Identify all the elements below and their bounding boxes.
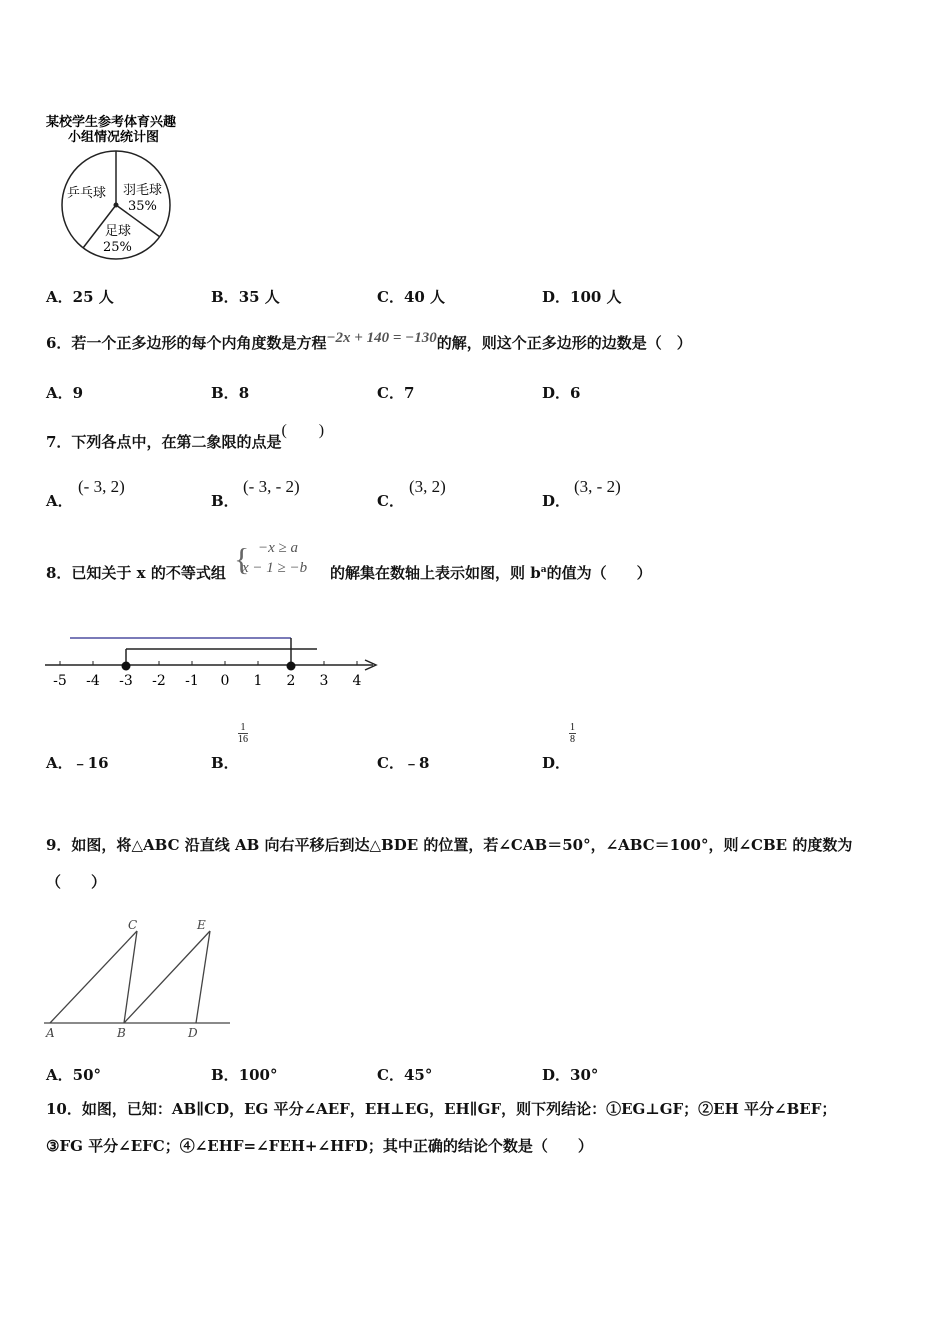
option-text: 7 <box>403 384 415 402</box>
pie-label-pingpong: 乒乓球 <box>67 186 107 201</box>
pie-center <box>114 203 119 208</box>
option-text: 45° <box>403 1066 433 1084</box>
axis-tick-label: 4 <box>352 673 362 689</box>
option-text: 6 <box>570 384 581 402</box>
option-letter: B． <box>211 288 239 306</box>
q7-option-b-value: (- 3, - 2) <box>243 477 300 496</box>
q8-option-d-fraction <box>569 722 576 745</box>
q8-stem-prefix: 8．已知关于 x 的不等式组 <box>46 564 226 582</box>
q7-option-b[interactable] <box>211 490 239 511</box>
segment-ed <box>196 931 210 1023</box>
pie-label-badminton: 羽毛球 <box>123 183 163 198</box>
q9-figure <box>40 915 240 1045</box>
q8-option-a[interactable] <box>46 752 109 773</box>
label-c: C <box>128 918 138 932</box>
option-text: 30° <box>570 1066 599 1084</box>
option-letter: B． <box>211 384 239 402</box>
q8-suffix2: 的值为（ ） <box>546 564 652 582</box>
q7-option-c[interactable] <box>377 490 404 511</box>
q8-option-b-fraction <box>238 722 248 745</box>
option-text: ﹣16 <box>72 754 109 772</box>
option-letter: B． <box>211 754 239 772</box>
q8-option-b[interactable] <box>211 752 239 773</box>
fraction-numerator: 1 <box>238 722 248 734</box>
q7-option-a[interactable] <box>46 490 73 511</box>
q8-option-c[interactable] <box>377 752 429 773</box>
fraction-denominator: 16 <box>238 734 248 745</box>
pie-title-line1: 某校学生参考体育兴趣 <box>46 115 177 130</box>
q7-option-c-value: (3, 2) <box>409 477 446 496</box>
q8-inequality-2: x − 1 ≥ −b <box>242 560 308 576</box>
q5-option-b[interactable] <box>211 286 280 307</box>
q10-stem-line2: ③FG 平分∠EFC；④∠EHF=∠FEH+∠HFD；其中正确的结论个数是（ ） <box>46 1137 593 1155</box>
q8-inequality-system <box>234 540 330 584</box>
q8-sup: a <box>540 565 547 575</box>
q9-option-a[interactable] <box>46 1064 101 1085</box>
option-letter: A． <box>46 754 73 772</box>
fraction-numerator: 1 <box>570 722 575 733</box>
q7-text: 7．下列各点中，在第二象限的点是 <box>46 433 282 451</box>
endpoint-right <box>287 662 296 671</box>
q7-stem <box>46 422 325 452</box>
segment-be <box>124 931 210 1023</box>
q10-stem-line1: 10．如图，已知：AB∥CD，EG 平分∠AEF，EH⊥EG，EH∥GF，则下列结论：①EG⊥GF；②EH 平分∠BEF； <box>46 1100 837 1118</box>
option-text: 100° <box>238 1066 278 1084</box>
option-text: 50° <box>72 1066 102 1084</box>
axis-tick-label: -3 <box>119 673 133 689</box>
option-letter: A． <box>46 288 73 306</box>
q9-figure-svg <box>40 915 240 1045</box>
q8-brace-icon: { <box>234 541 250 577</box>
option-text: 35 人 <box>238 288 280 306</box>
q6-option-d[interactable] <box>542 382 580 403</box>
option-letter: D． <box>542 1066 571 1084</box>
option-text: ﹣8 <box>403 754 430 772</box>
q6-prefix: 6．若一个正多边形的每个内角度数是方程 <box>46 334 327 352</box>
q9-option-d[interactable] <box>542 1064 598 1085</box>
pie-chart <box>40 110 210 285</box>
q8-option-d[interactable] <box>542 752 570 773</box>
q7-paren: ( ) <box>281 422 325 439</box>
q6-suffix: 的解，则这个正多边形的边数是（ ） <box>436 334 692 352</box>
option-text: 100 人 <box>570 288 622 306</box>
q9-option-b[interactable] <box>211 1064 278 1085</box>
q9-stem-line1: 9．如图，将△ABC 沿直线 AB 向右平移后到达△BDE 的位置，若∠CAB＝50°，∠ABC＝100°，则∠CBE 的度数为 <box>46 836 853 854</box>
q6-option-a[interactable] <box>46 382 83 403</box>
q6-equation: −2x + 140 = −130 <box>326 330 437 346</box>
axis-tick-label: -1 <box>185 673 199 689</box>
label-b: B <box>117 1026 126 1040</box>
number-line <box>40 630 385 692</box>
option-letter: C． <box>377 754 404 772</box>
axis-tick-label: 3 <box>319 673 329 689</box>
option-text: 8 <box>238 384 250 402</box>
axis-tick-label: -2 <box>152 673 166 689</box>
option-text: 40 人 <box>403 288 446 306</box>
option-letter: B． <box>211 1066 239 1084</box>
axis-tick-label: -5 <box>53 673 67 689</box>
option-letter: C． <box>377 492 404 510</box>
option-letter: D． <box>542 492 571 510</box>
option-letter: D． <box>542 288 571 306</box>
pie-percent-badminton: 35% <box>128 199 157 214</box>
q9-stem-line2: （ ） <box>46 873 107 891</box>
option-letter: A． <box>46 384 73 402</box>
axis-tick-label: 1 <box>253 673 263 689</box>
q8-stem-suffix <box>330 562 652 583</box>
segment-cb <box>124 931 137 1023</box>
option-letter: B． <box>211 492 239 510</box>
pie-chart-svg <box>40 110 210 285</box>
q7-option-a-value: (- 3, 2) <box>78 477 125 496</box>
axis-tick-label: 2 <box>286 673 296 689</box>
option-letter: A． <box>46 1066 73 1084</box>
segment-ac <box>50 931 137 1023</box>
option-letter: C． <box>377 288 404 306</box>
q9-option-c[interactable] <box>377 1064 432 1085</box>
q6-option-c[interactable] <box>377 382 414 403</box>
q7-option-d[interactable] <box>542 490 570 511</box>
q6-stem <box>46 332 692 353</box>
pie-title-line2: 小组情况统计图 <box>68 130 160 145</box>
q7-option-d-value: (3, - 2) <box>574 477 621 496</box>
option-letter: C． <box>377 384 404 402</box>
q5-option-c[interactable] <box>377 286 445 307</box>
pie-percent-football: 25% <box>103 240 132 255</box>
axis-tick-label: 0 <box>220 673 230 689</box>
pie-label-football: 足球 <box>105 224 132 239</box>
fraction-denominator: 8 <box>570 734 575 745</box>
label-d: D <box>188 1026 198 1040</box>
q5-option-d[interactable] <box>542 286 622 307</box>
number-line-svg <box>40 630 385 692</box>
endpoint-left <box>122 662 131 671</box>
q6-option-b[interactable] <box>211 382 249 403</box>
option-text: 9 <box>72 384 84 402</box>
q8-suffix: 的解集在数轴上表示如图，则 b <box>330 564 541 582</box>
q5-option-a[interactable] <box>46 286 114 307</box>
option-text: 25 人 <box>72 288 114 306</box>
axis-tick-label: -4 <box>86 673 100 689</box>
q8-inequality-1: −x ≥ a <box>258 540 299 556</box>
option-letter: A． <box>46 492 73 510</box>
label-e: E <box>197 918 206 932</box>
label-a: A <box>46 1026 55 1040</box>
option-letter: D． <box>542 754 571 772</box>
option-letter: D． <box>542 384 571 402</box>
option-letter: C． <box>377 1066 404 1084</box>
